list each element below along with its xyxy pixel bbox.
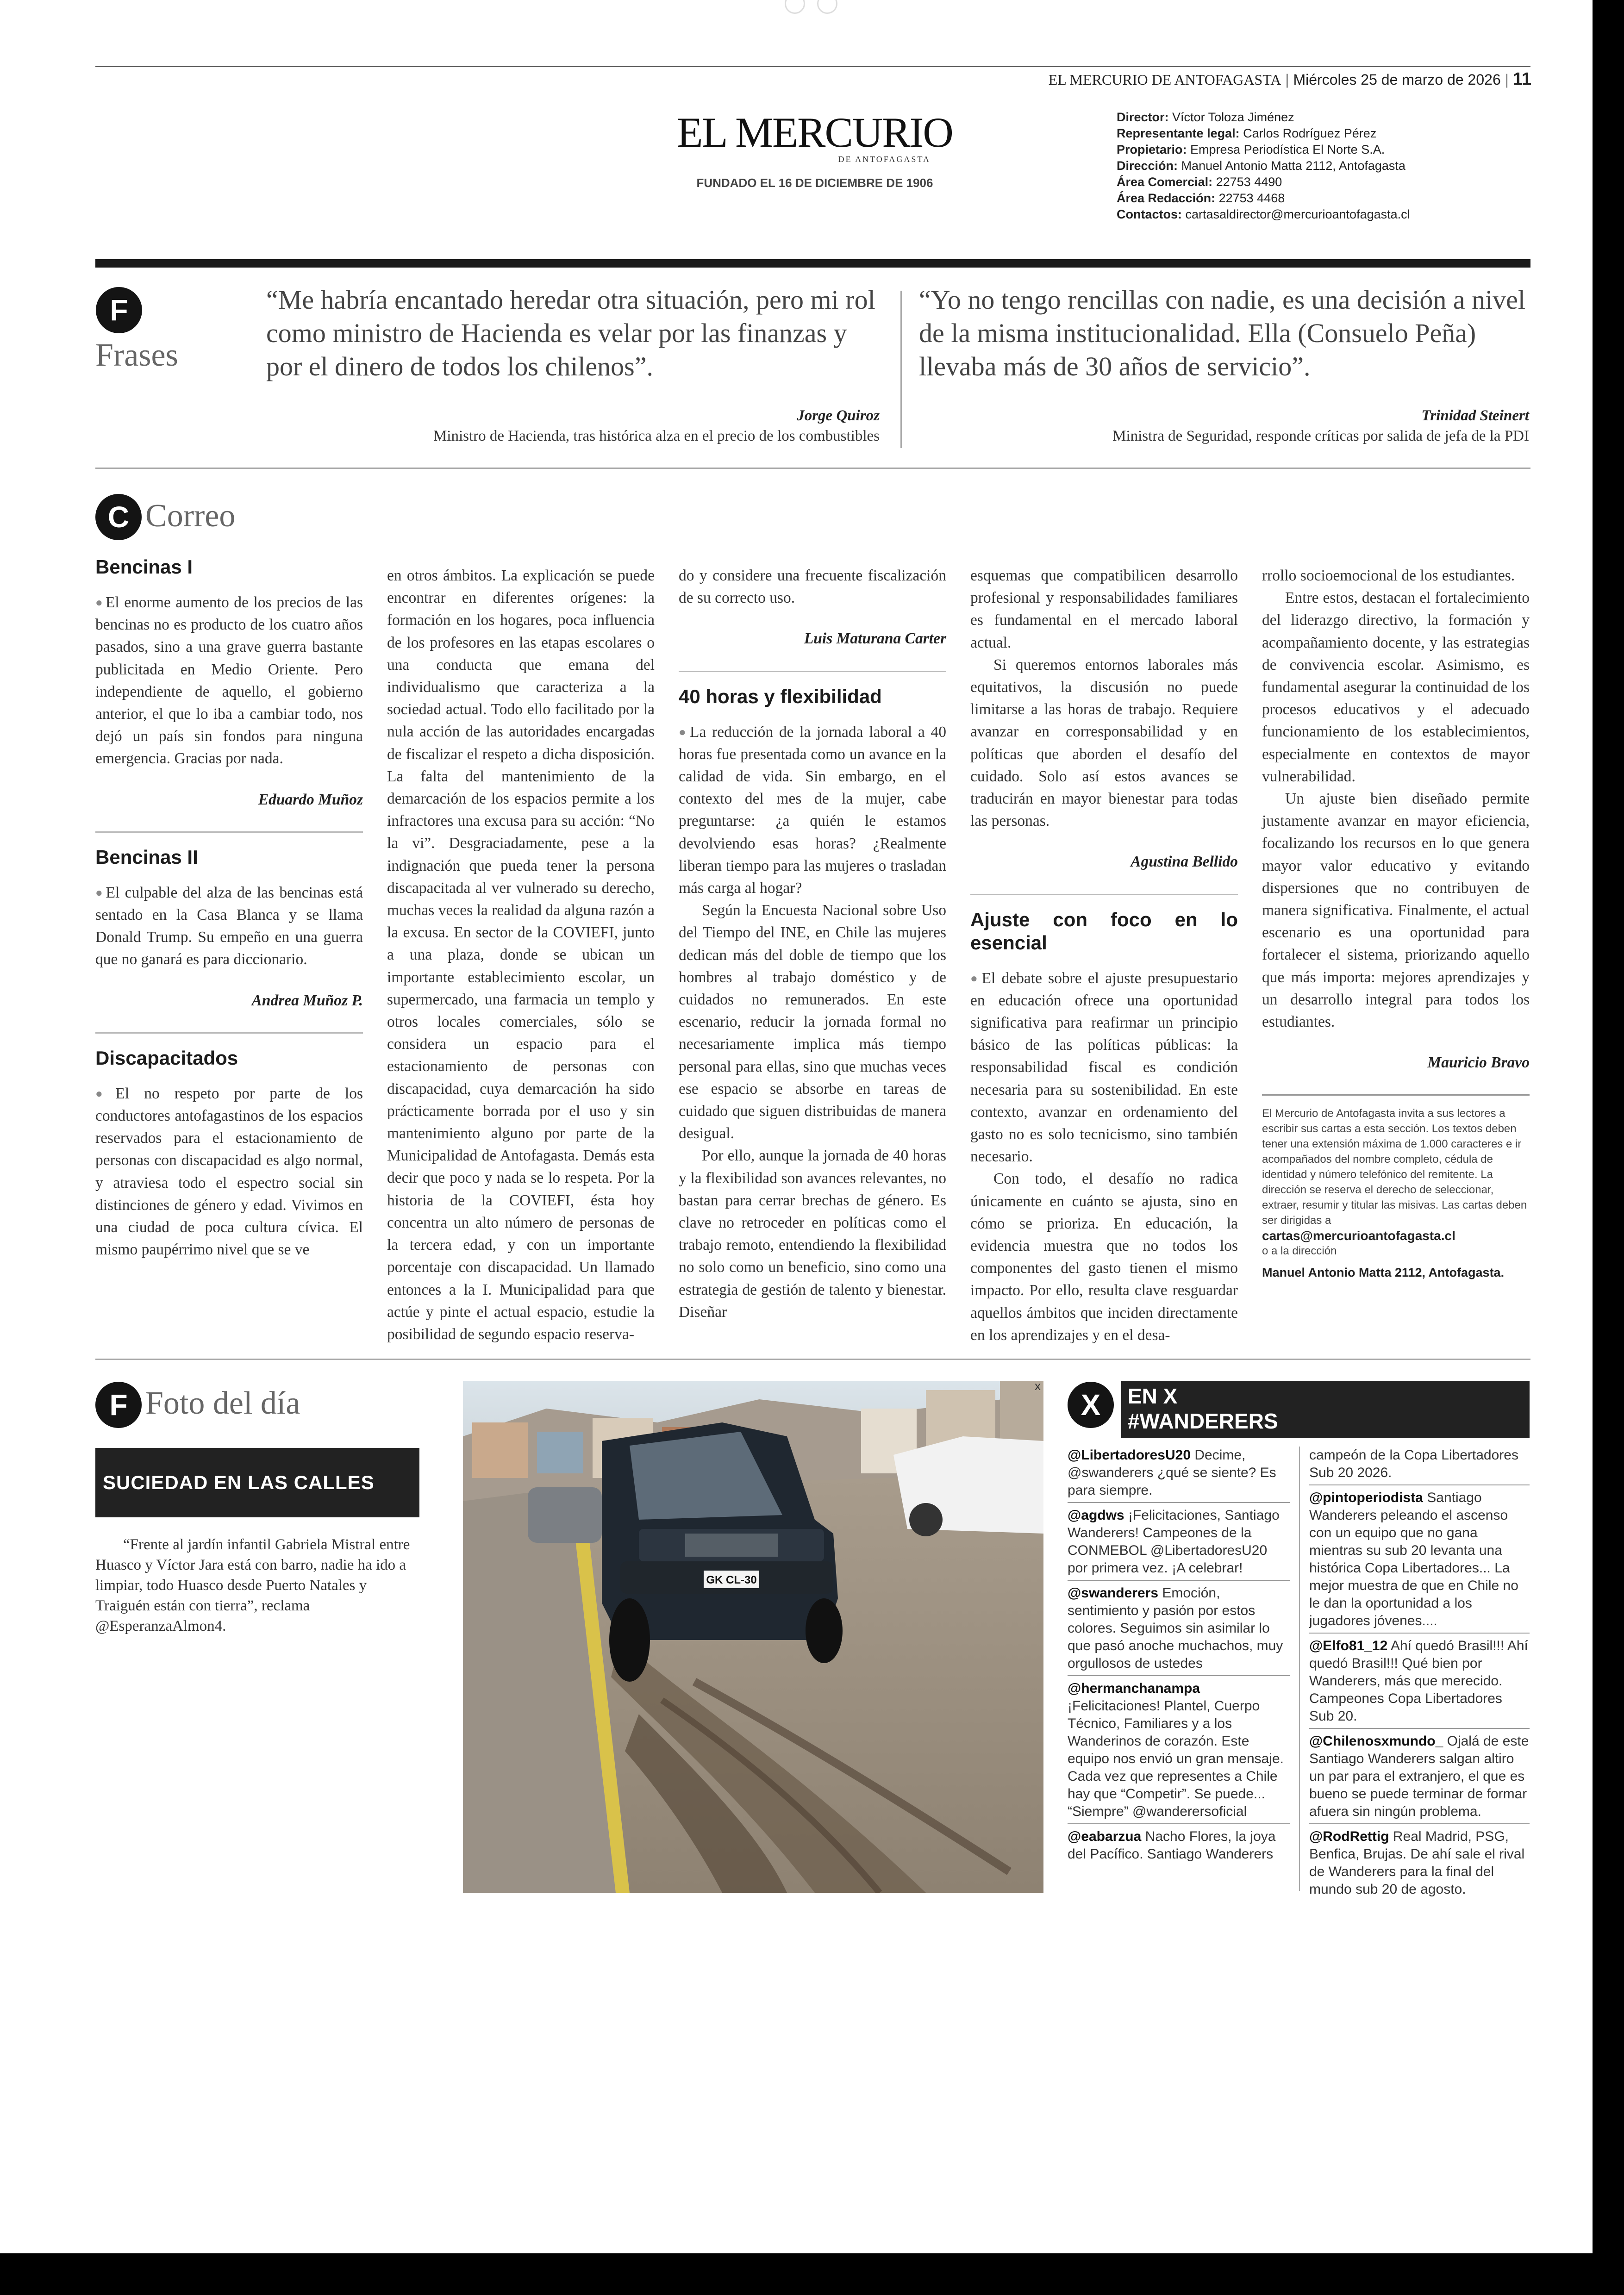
letter-body: Un ajuste bien diseñado permite justamente avanzar en mayor eficiencia, focalizando los recursos en lo que genera mayor valor educativo y evitando dispersiones que no contribuyen de manera significativa. Finalmente, el actual escenario es una oportunidad para fortalecer el sistema, priorizando aquello que más importa: mejores aprendizajes y un desarrollo integral para todos los estudiantes.: [1262, 790, 1530, 1031]
foto-title: Foto del día: [145, 1385, 300, 1421]
x-posts-column-1: [1068, 1447, 1290, 1863]
masthead-credits: [1117, 109, 1410, 223]
page-number: 11: [1512, 69, 1531, 89]
next-page-icon[interactable]: [817, 0, 837, 14]
correo-column-1: [95, 555, 363, 1261]
running-head-paper: EL MERCURIO DE ANTOFAGASTA: [1048, 71, 1281, 88]
running-head-date: Miércoles 25 de marzo de 2026: [1293, 71, 1501, 88]
x-column-divider: [1299, 1447, 1300, 1891]
x-post-handle[interactable]: @pintoperiodista: [1309, 1490, 1423, 1505]
letters-or: o a la dirección: [1262, 1245, 1337, 1258]
x-post-text: Emoción, sentimiento y pasión por estos colores. Seguimos sin asimilar lo que pasó anoche muchachos, muy orgullosos de ustedes: [1068, 1585, 1283, 1671]
frases-title: Frases: [95, 337, 178, 373]
letter-signature: Mauricio Bravo: [1427, 1054, 1530, 1072]
correo-badge: C: [95, 494, 142, 540]
masthead-line-7: Contactos: cartasaldirector@mercurioantofagasta.cl: [1117, 207, 1410, 221]
x-post-handle[interactable]: @swanderers: [1068, 1585, 1159, 1601]
founded-line: FUNDADO EL 16 DE DICIEMBRE DE 1906: [696, 176, 933, 190]
correo-column-4: [970, 565, 1238, 1347]
x-post-handle[interactable]: @Chilenosxmundo_: [1309, 1734, 1443, 1749]
x-post-text: Santiago Wanderers peleando el ascenso con un equipo que no gana mientras su sub 20 levanta una histórica Copa Libertadores... La mejor muestra de que en Chile no le dan la oportunidad a los jugadores jóvenes....: [1309, 1490, 1518, 1628]
logo: [671, 110, 958, 164]
letter-body: do y considere una frecuente fiscalización de su correcto uso.: [679, 567, 946, 607]
letter-body: ● El no respeto por parte de los conductores antofagastinos de los espacios reservados para el estacionamiento de personas con discapacidad es algo normal, y atraviesa todo el espectro social sin distinciones de género y edad. Vivimos en una ciudad de poca cultura cívica. El mismo paupérrimo nivel que se ve: [95, 1083, 363, 1261]
quote-2-text: “Yo no tengo rencillas con nadie, es una decisión a nivel de la misma institucionalidad. Ella (Consuelo Peña) llevaba más de 30 años de servicio”.: [919, 285, 1526, 381]
letter-body: en otros ámbitos. La explicación se puede encontrar en diferentes orígenes: la formación en los hogares, poca influencia de los profesores en las etapas escolares o una conducta que emana del individualismo que caracteriza a la sociedad actual. Todo ello facilitado por la nula acción de las autoridades encargadas de fiscalizar el respeto a dicha disposición. La falta del mantenimiento de la demarcación de los espacios permite a los infractores una excusa para su acción: “No la vi”. Desgraciadamente, pese a la indignación que pueda tener la persona discapacitada al ver vulnerado su derecho, muchas veces la realidad da alguna razón a la excusa. En sector de la COVIEFI, junto a una plaza, donde se ubican un importante establecimiento escolar, un supermercado, una farmacia un templo y otros locales comerciales, sólo se considera un espacio para el estacionamiento de personas con discapacidad, cuya demarcación ha sido prácticamente borrada por el uso y sin mantenimiento alguno por parte de la Municipalidad de Antofagasta. Demás esta decir que poco y nada se lo respeta. Por la historia de la COVIEFI, ésta hoy concentra un alto número de personas de la tercera edad, y con un importante porcentaje con discapacidad. Un llamado entonces a la I. Municipalidad para que actúe y pinte el actual espacio, estudie la posibilidad de segundo espacio reserva-: [387, 567, 655, 1343]
license-plate: GK CL-30: [706, 1574, 757, 1586]
x-post-text: ¡Felicitaciones, Santiago Wanderers! Campeones de la CONMEBOL @LibertadoresU20 por primera vez. ¡A celebrar!: [1068, 1508, 1280, 1576]
x-post: [1068, 1507, 1290, 1577]
letter-body: ● El culpable del alza de las bencinas está sentado en la Casa Blanca y se llama Donald Trump. Su empeño en una guerra que no ganará es para diccionario.: [95, 882, 363, 971]
x-title-box: [1121, 1381, 1530, 1438]
x-post: [1068, 1584, 1290, 1672]
foto-title-box: [95, 1448, 419, 1517]
x-post-text: Nacho Flores, la joya del Pacífico. Santiago Wanderers: [1068, 1829, 1276, 1862]
x-post-handle[interactable]: @agdws: [1068, 1508, 1124, 1523]
masthead-line-2: Representante legal: Carlos Rodríguez Pérez: [1117, 126, 1377, 140]
x-posts-column-2: [1309, 1447, 1530, 1898]
correo-column-2: [387, 565, 655, 1346]
letters-address: Manuel Antonio Matta 2112, Antofagasta.: [1262, 1266, 1505, 1280]
letter-body: Entre estos, destacan el fortalecimiento del liderazgo directivo, la formación y acompañamiento docente, y las estrategias de convivencia escolar. Asimismo, es fundamental asegurar la continuidad de los procesos educativos y el adecuado funcionamiento de los establecimientos, especialmente en contextos de mayor vulnerabilidad.: [1262, 589, 1530, 785]
x-post-handle[interactable]: @RodRettig: [1309, 1829, 1389, 1844]
x-post: [1309, 1828, 1530, 1898]
correo-column-3: [679, 565, 946, 1323]
running-head: EL MERCURIO DE ANTOFAGASTA | Miércoles 25 de marzo de 2026 | 11: [1048, 69, 1531, 89]
x-post-text: Real Madrid, PSG, Benfica, Brujas. De ahí sale el rival de Wanderers para la final del mundo sub 20 de agosto.: [1309, 1829, 1525, 1897]
letter-signature: Andrea Muñoz P.: [251, 992, 363, 1009]
x-post-text: Ojalá de este Santiago Wanderers salgan altiro un par para el extranjero, el que es bueno se puede terminar de formar afuera sin ningún problema.: [1309, 1734, 1529, 1819]
masthead-line-6: Área Redacción: 22753 4468: [1117, 191, 1285, 205]
quote-2-author: Trinidad Steinert: [1421, 407, 1529, 424]
x-post-text: ¡Felicitaciones! Plantel, Cuerpo Técnico, Familiares y a los Wanderinos de corazón. Este equipo nos envió un gran mensaje. Cada vez que representes a Chile hay que “Competir”. Se puede... “Siempre” @wanderersoficial: [1068, 1698, 1284, 1819]
viewer-right-margin: [1593, 0, 1624, 2295]
x-post-text: Decime, @swanderers ¿qué se siente? Es para siempre.: [1068, 1447, 1276, 1498]
photo-close-icon[interactable]: x: [1035, 1381, 1041, 1393]
quote-divider: [900, 291, 902, 448]
letter-body: ● El enorme aumento de los precios de las bencinas no es producto de los cuatro años pasados, sino a una grave guerra bastante publicitada en Medio Oriente. Pero independiente de aquello, el gobierno anterior, el que lo iba a cambiar todo, nos dejó un país sin fondos para ninguna emergencia. Gracias por nada.: [95, 592, 363, 770]
x-post-text: Ahí quedó Brasil!!! Ahí quedó Brasil!!! Qué bien por Wanderers, más que merecido. Campeones Copa Libertadores Sub 20.: [1309, 1638, 1528, 1724]
street-photo-illustration: [463, 1381, 1043, 1893]
x-post-handle[interactable]: @Elfo81_12: [1309, 1638, 1388, 1653]
x-badge: X: [1068, 1382, 1114, 1428]
letter-heading-bencinas-2: Bencinas II: [95, 846, 198, 868]
masthead-line-3: Propietario: Empresa Periodística El Norte S.A.: [1117, 143, 1385, 156]
bottom-section-rule: [95, 1359, 1530, 1360]
letter-body: Por ello, aunque la jornada de 40 horas y la flexibilidad son avances relevantes, no bastan para cerrar brechas de género. Es clave no retroceder en políticas como el trabajo remoto, entendiendo la flexibilidad no solo como un beneficio, sino como una estrategia de gestión de talento y bienestar. Diseñar: [679, 1147, 946, 1321]
letter-signature: Eduardo Muñoz: [258, 791, 363, 808]
x-post: [1309, 1733, 1530, 1821]
letter-heading-discapacitados: Discapacitados: [95, 1047, 238, 1069]
letters-note-text: El Mercurio de Antofagasta invita a sus lectores a escribir sus cartas a esta sección. Los textos deben tener una extensión máxima de 1.000 caracteres e ir acompañados del nombre completo, cédula de identidad y número telefónico del remitente. La dirección se reserva el derecho de seleccionar, extraer, resumir y titular las misivas. Las cartas deben ser dirigidas a: [1262, 1107, 1527, 1227]
logo-subtitle: DE ANTOFAGASTA: [838, 155, 931, 164]
letters-note: [1262, 1106, 1530, 1280]
frases-badge: F: [96, 287, 142, 333]
quote-1-author: Jorge Quiroz: [797, 407, 880, 424]
masthead-line-5: Área Comercial: 22753 4490: [1117, 175, 1282, 189]
x-post-text: campeón de la Copa Libertadores Sub 20 2026.: [1309, 1447, 1518, 1480]
x-post: [1068, 1447, 1290, 1499]
letter-body: ● La reducción de la jornada laboral a 40 horas fue presentada como un avance en la calidad de vida. Sin embargo, en el contexto del mes de la mujer, cabe preguntarse: ¿a quién le estamos devolviendo esas horas? ¿Realmente liberan tiempo para las mujeres o trasladan más carga al hogar?: [679, 721, 946, 900]
x-title-line-1: EN X: [1128, 1384, 1178, 1408]
street-photo: [463, 1381, 1043, 1893]
x-post-handle[interactable]: @eabarzua: [1068, 1829, 1142, 1844]
foto-caption: “Frente al jardín infantil Gabriela Mistral entre Huasco y Víctor Jara está con barro, nadie ha ido a limpiar, todo Huasco desde Puerto Natales y Traiguén están con tierra”, reclama @EsperanzaAlmon4.: [95, 1536, 410, 1634]
x-post: [1309, 1489, 1530, 1630]
x-post: [1068, 1828, 1290, 1863]
correo-title: Correo: [145, 498, 236, 534]
quote-1: [266, 283, 882, 383]
logo-title: EL MERCURIO: [677, 109, 953, 156]
foto-box-title: SUCIEDAD EN LAS CALLES: [103, 1472, 375, 1493]
masthead-line-1: Director: Víctor Toloza Jiménez: [1117, 110, 1294, 124]
correo-column-5: [1262, 565, 1530, 1280]
letter-body: Según la Encuesta Nacional sobre Uso del Tiempo del INE, en Chile las mujeres dedican más del doble de tiempo que los hombres al trabajo doméstico y de cuidados no remunerados. En este escenario, reducir la jornada formal no necesariamente implica más tiempo personal para ellas, sino que muchas veces ese espacio se absorbe en tareas de cuidado que siguen distribuidas de manera desigual.: [679, 902, 946, 1142]
letter-body: Con todo, el desafío no radica únicamente en cuánto se ajusta, sino en cómo se prioriza. En educación, la evidencia muestra que no todos los componentes del gasto tienen el mismo impacto. Por ello, resulta clave resguardar aquellos ámbitos que inciden directamente en los aprendizajes y en el desa-: [970, 1170, 1238, 1344]
x-post-handle[interactable]: @LibertadoresU20: [1068, 1447, 1191, 1463]
top-rule: [95, 66, 1530, 67]
quote-1-role: Ministro de Hacienda, tras histórica alza en el precio de los combustibles: [433, 428, 880, 444]
x-post: [1068, 1680, 1290, 1821]
letter-body: ● El debate sobre el ajuste presupuestario en educación ofrece una oportunidad significativa para reafirmar un principio básico de las políticas públicas: la responsabilidad fiscal es condición necesaria para su sostenibilidad. En este contexto, avanzar en ordenamiento del gasto no es solo tecnicismo, sino también necesario.: [970, 967, 1238, 1168]
x-post: [1309, 1637, 1530, 1725]
letter-heading-bencinas-1: Bencinas I: [95, 556, 193, 578]
quote-2-role: Ministra de Seguridad, responde críticas por salida de jefa de la PDI: [1112, 428, 1529, 444]
letter-signature: Luis Maturana Carter: [804, 630, 946, 648]
letter-body: rrollo socioemocional de los estudiantes.: [1262, 567, 1515, 584]
letter-heading-40-horas: 40 horas y flexibilidad: [679, 685, 882, 707]
correo-top-rule: [95, 468, 1530, 469]
frases-top-rule: [95, 259, 1530, 268]
letter-heading-ajuste: Ajuste con foco en lo esencial: [970, 908, 1238, 954]
viewer-bottom-bar: [0, 2253, 1624, 2295]
x-post: [1309, 1447, 1530, 1482]
x-title-line-2: #WANDERERS: [1128, 1409, 1278, 1433]
x-post-handle[interactable]: @hermanchanampa: [1068, 1681, 1200, 1696]
letters-email[interactable]: cartas@mercurioantofagasta.cl: [1262, 1229, 1455, 1243]
quote-2: [919, 283, 1535, 383]
prev-page-icon[interactable]: [785, 0, 805, 14]
letter-body: esquemas que compatibilicen desarrollo profesional y responsabilidades familiares es fundamental en el mercado laboral actual.: [970, 567, 1238, 651]
masthead-line-4: Dirección: Manuel Antonio Matta 2112, Antofagasta: [1117, 159, 1405, 173]
quote-1-text: “Me habría encantado heredar otra situación, pero mi rol como ministro de Hacienda es velar por las finanzas y por el dinero de todos los chilenos”.: [266, 285, 875, 381]
viewer-controls: [785, 0, 845, 14]
letter-body: Si queremos entornos laborales más equitativos, la discusión no puede limitarse a las horas de trabajo. Requiere avanzar en corresponsabilidad y en políticas que aborden el desafío del cuidado. Solo así estos avances se traducirán en mayor bienestar para todas las personas.: [970, 656, 1238, 830]
foto-badge: F: [95, 1382, 142, 1428]
letter-signature: Agustina Bellido: [1131, 853, 1238, 871]
